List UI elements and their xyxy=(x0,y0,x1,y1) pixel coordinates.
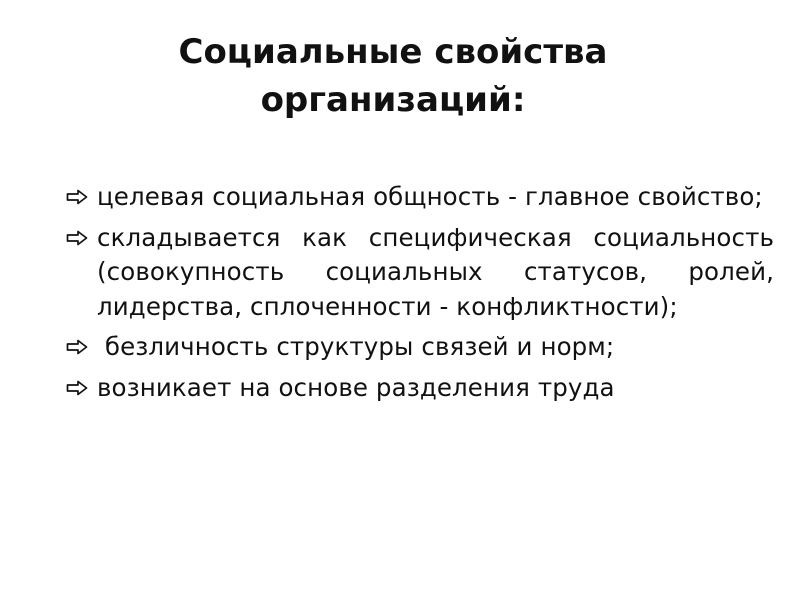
bullet-text: складывается как специфическая социальность (совокупность социальных статусов, ролей, лидерства, сплоченности - конфликтности); xyxy=(97,222,774,321)
bullet-item xyxy=(66,371,774,406)
outline-arrow-right-icon xyxy=(66,189,88,205)
slide-title-line-1: Социальные свойства xyxy=(178,32,608,72)
bullet-text: возникает на основе разделения труда xyxy=(97,372,615,402)
bullet-item xyxy=(66,330,774,365)
bullet-text: безличность структуры связей и норм; xyxy=(97,332,615,361)
bullet-item xyxy=(66,221,774,325)
outline-arrow-right-icon xyxy=(66,339,88,355)
outline-arrow-right-icon xyxy=(66,230,88,246)
bullet-text: целевая социальная общность - главное свойство; xyxy=(97,182,763,211)
outline-arrow-right-icon xyxy=(66,380,88,396)
slide-title xyxy=(0,28,786,124)
slide-title-line-2: организаций: xyxy=(260,80,526,120)
bullet-item xyxy=(66,180,774,215)
bullet-list xyxy=(66,180,774,411)
